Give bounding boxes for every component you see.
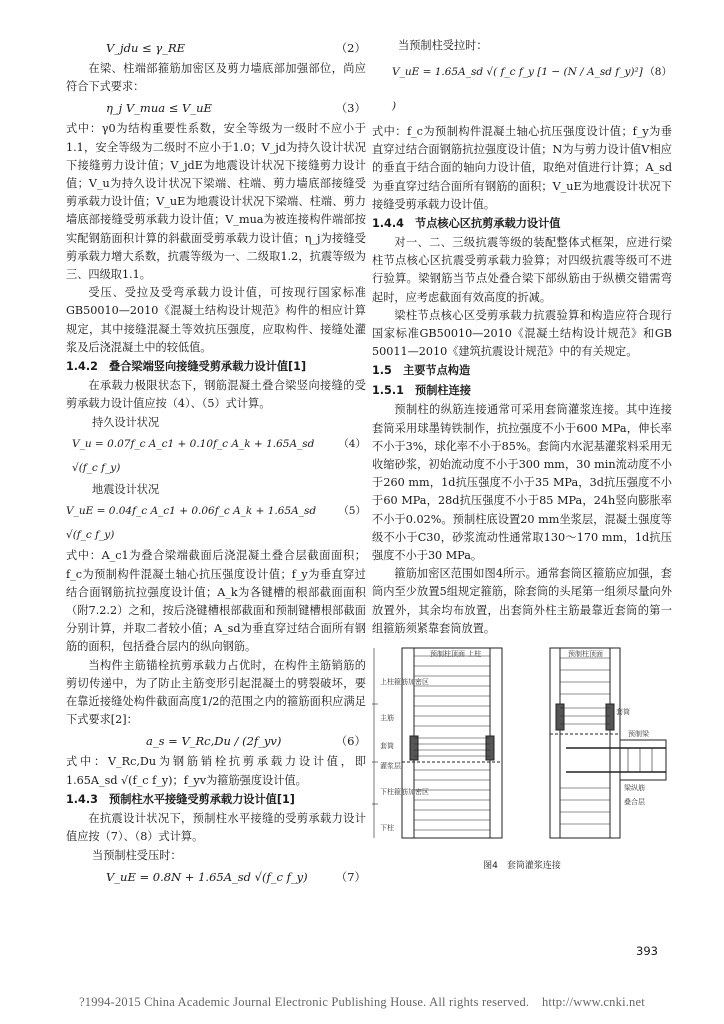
figure-drawing (372, 644, 672, 844)
paragraph: 式中：A_c1为叠合梁端截面后浇混凝土叠合层截面面积；f_c为预制构件混凝土轴心抗压强度设计值；f_y为垂直穿过结合面钢筋抗拉强度设计值；A_k为各键槽的根部截面面积（附7.2.2）之和，按后浇键槽根部截面和预制键槽根部截面分别计算，并取二者较小值；A_sd为垂直穿过结合面所有钢筋的面积，包括叠合层内的纵向钢筋。 (66, 549, 366, 654)
subheading: 当预制柱受压时： (92, 849, 182, 863)
subheading: 持久设计状况 (92, 416, 160, 430)
equation-5: V_uE = 0.04f_c A_c1 + 0.06f_c A_k + 1.65A_sd √(f_c f_y) （5） (66, 505, 366, 542)
figure-label: 预制柱顶面 上柱 (430, 650, 482, 659)
figure-4-sleeve-grout-connection (372, 644, 672, 856)
subheading: 地震设计状况 (92, 483, 160, 497)
figure-label: 灌浆层 (380, 762, 401, 771)
paragraph: 式中：γ0为结构重要性系数，安全等级为一级时不应小于1.1，安全等级为二级时不应小于1.0；V_jd为持久设计状况下接缝剪力设计值；V_jdE为地震设计状况下接缝剪力设计值；V_u为持久设计状况下梁端、柱端、剪力墙底部接缝受剪承载力设计值；V_uE为地震设计状况下梁端、柱端、剪力墙底部接缝受剪承载力设计值；V_mua为被连接构件端部按实配钢筋面积计算的斜截面受剪承载力设计值；η_j为接缝受剪承载力增大系数，抗震等级为一、二级取1.2，抗震等级为三、四级取1.1。 (66, 122, 366, 282)
paragraph: 在承载力极限状态下，钢筋混凝土叠合梁竖向接缝的受剪承载力设计值应按（4）、（5）式计算。 (66, 379, 366, 411)
sleeve-left (410, 736, 418, 760)
section-heading-1-4-4: 1.4.4 节点核心区抗剪承载力设计值 (372, 217, 561, 231)
figure-label: 上柱箍筋加密区 (380, 678, 429, 687)
section-heading-1-5-1: 1.5.1 预制柱连接 (372, 384, 471, 398)
equation-3: η_j V_mua ≤ V_uE （3） (106, 101, 366, 116)
figure-label: 下柱 (380, 824, 394, 833)
paragraph: 式中：f_c为预制构件混凝土轴心抗压强度设计值；f_y为垂直穿过结合面钢筋抗拉强度设计值；N为与剪力设计值V相应的垂直于结合面的轴向力设计值，取绝对值进行计算；A_sd为垂直穿过结合面所有钢筋的面积；V_uE为地震设计状况下接缝受剪承载力设计值。 (372, 125, 672, 211)
equation-2: V_jdu ≤ γ_RE （2） (106, 41, 366, 55)
figure-label: 主筋 (380, 714, 394, 723)
paragraph: 在梁、柱端部箍筋加密区及剪力墙底部加强部位，尚应符合下式要求： (66, 62, 366, 94)
section-heading-1-4-3: 1.4.3 预制柱水平接缝受剪承载力设计值[1] (66, 792, 295, 806)
right-joint-diagram (550, 648, 666, 838)
figure-label: 预制梁 (628, 730, 649, 739)
figure-label: 下柱箍筋加密区 (380, 788, 429, 797)
copyright-footer: ?1994-2015 China Academic Journal Electronic Publishing House. All rights reserved. http://www.cnki.net (79, 995, 645, 1009)
section-heading-1-4-2: 1.4.2 叠合梁端竖向接缝受剪承载力设计值[1] (66, 360, 307, 374)
paragraph: 在抗震设计状况下，预制柱水平接缝的受剪承载力设计值应按（7）、（8）式计算。 (66, 811, 366, 844)
figure-label: 预制柱顶面 (568, 650, 603, 659)
equation-6: a_s = V_Rc,Du / (2f_yv) （6） (146, 734, 366, 749)
paragraph: 箍筋加密区范围如图4所示。通常套筒区箍筋应加强，套筒内至少放置5组规定箍筋，除套筒的头尾第一组须尽量向外放置外，其余均布放置，出套筒外柱主筋最靠近套筒的第一组箍筋须紧靠套筒放置。 (372, 567, 672, 635)
paragraph: 当构件主筋锚栓抗剪承载力占优时，在构件主筋销筋的剪切传递中，为了防止主筋变形引起混凝土的劈裂破坏，要在靠近接缝处构件截面高度1/2的范围之内的箍筋面积应满足下式要求[2]： (66, 658, 366, 727)
paragraph: 式中：V_Rc,Du为钢筋销栓抗剪承载力设计值，即1.65A_sd √(f_c f_y)；f_yv为箍筋强度设计值。 (66, 755, 366, 787)
beam-outline (620, 740, 666, 780)
paragraph: 预制柱的纵筋连接通常可采用套筒灌浆连接。其中连接套筒采用球墨铸铁制作，抗拉强度不小于600 MPa，伸长率不小于3%，球化率不小于85%。套筒内水泥基灌浆料采用无收缩砂浆，初始流动度不小于300 mm，30 min流动度不小于260 mm，1d抗压强度不小于35 MPa，3d抗压强度不小于60 MPa，28d抗压强度不小于85 MPa，24h竖向膨胀率不小于0.02%。预制柱底设置20 mm坐浆层，混凝土强度等级不小于C30，砂浆流动性通常取130～170 mm，1d抗压强度不小于30 MPa。 (372, 403, 672, 563)
subheading: 当预制柱受拉时： (398, 39, 488, 52)
right-column (372, 36, 672, 871)
figure-label: 叠合层 (624, 798, 645, 807)
equation-7: V_uE = 0.8N + 1.65A_sd √(f_c f_y) （7） (106, 870, 366, 885)
figure-label: 套筒 (616, 708, 630, 717)
paragraph: 对一、二、三级抗震等级的装配整体式框架，应进行梁柱节点核心区抗震受剪承载力验算；对四级抗震等级可不进行验算。梁钢筋当节点处叠合梁下部纵筋由于纵横交错需弯起时，应考虑截面有效高度的折减。 (372, 236, 672, 304)
paragraph: 受压、受拉及受弯承载力设计值，可按现行国家标准GB50010—2010《混凝土结构设计规范》构件的相应计算规定，其中接缝混凝土等效抗压强度，应取构件、接缝处灌浆及后浇混凝土中的较低值。 (66, 286, 366, 354)
section-heading-1-5: 1.5 主要节点构造 (372, 364, 471, 378)
page-number: 393 (636, 944, 658, 958)
figure-caption: 图4 套筒灌浆连接 (483, 861, 561, 872)
paragraph: 梁柱节点核心区受剪承载力抗震验算和构造应符合现行国家标准GB50010—2010《混凝土结构设计规范》和GB 50011—2010《建筑抗震设计规范》中的有关规定。 (372, 308, 672, 359)
equation-8: V_uE = 1.65A_sd √( f_c f_y [1 − (N / A_sd f_y)²] ) （8） (392, 66, 672, 112)
left-column (66, 36, 366, 889)
equation-4: V_u = 0.07f_c A_c1 + 0.10f_c A_k + 1.65A_sd √(f_c f_y) （4） (72, 438, 366, 475)
sleeve-right (486, 736, 494, 760)
figure-label: 套筒 (380, 742, 394, 751)
figure-label: 梁纵筋 (624, 784, 645, 793)
